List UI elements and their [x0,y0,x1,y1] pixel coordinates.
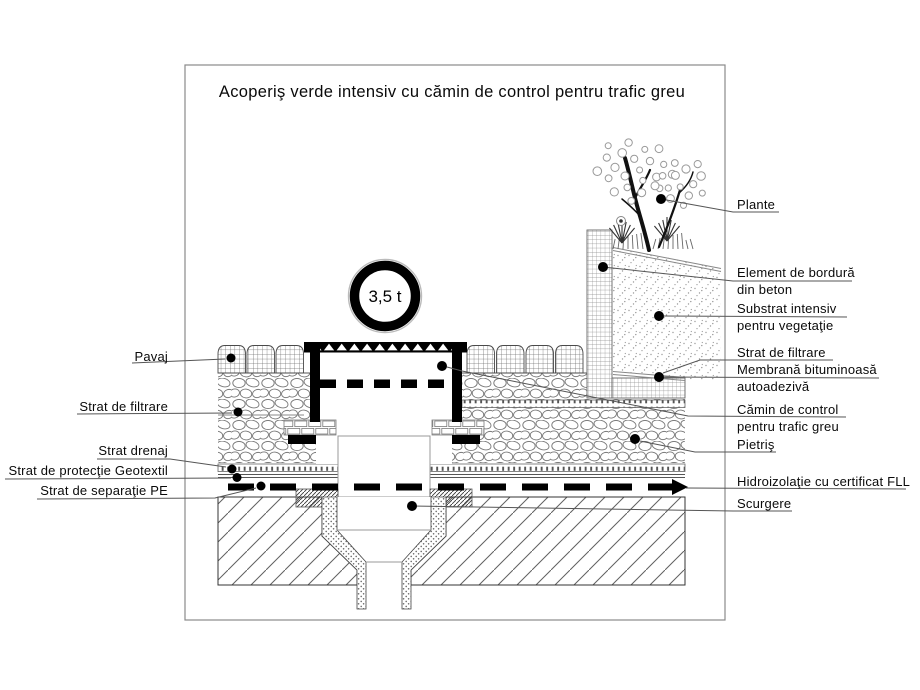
blossom-icon [640,177,646,183]
blossom-icon [671,160,678,167]
weight-limit-value: 3,5 t [368,287,402,306]
blossom-icon [682,165,690,173]
chamber-base-brick-right [432,420,484,435]
blossom-icon [638,189,646,197]
paving-block [556,346,584,374]
label-camin-2: pentru trafic greu [737,419,839,434]
blossom-icon [677,184,683,190]
blossom-icon [605,143,611,149]
label-strat-filtrare-left: Strat de filtrare [79,399,168,414]
blossom-icon [651,182,659,190]
label-membrana-2: autoadezivă [737,379,810,394]
blossom-icon [694,161,701,168]
label-hidroizolatie: Hidroizolaţie cu certificat FLL [737,474,911,489]
chamber-wall-left [310,343,320,422]
blossom-icon [646,157,653,164]
label-element-bordura-2: din beton [737,282,793,297]
blossom-icon [699,190,705,196]
blossom-icon [611,163,619,171]
label-strat-protectie-geotextil: Strat de protecţie Geotextil [8,463,168,478]
blossom-icon [625,139,632,146]
label-pietris: Pietriş [737,437,775,452]
blossom-icon [603,154,610,161]
chamber-foot-left [288,435,316,444]
label-substrat-2: pentru vegetaţie [737,318,834,333]
flower-center [619,219,623,223]
paving-block [497,346,525,374]
label-substrat-1: Substrat intensiv [737,301,837,316]
blossom-icon [618,149,627,158]
chamber-wall-right [452,343,462,422]
blossom-icon [610,188,618,196]
paving-block [526,346,554,374]
chamber-base-brick-left [284,420,336,435]
paving-block [276,346,304,374]
label-membrana-1: Membrană bituminoasă [737,362,877,377]
blossom-icon [631,155,638,162]
blossom-icon [697,172,706,181]
blossom-icon [661,161,667,167]
blossom-icon [642,146,648,152]
concrete-slab-right [411,497,685,585]
blossom-icon [690,181,697,188]
blossom-icon [605,175,612,182]
chamber-foot-right [452,435,480,444]
label-pavaj: Pavaj [134,349,168,364]
blossom-icon [671,171,679,179]
blossom-icon [655,145,663,153]
label-camin-1: Cămin de control [737,402,839,417]
blossom-icon [659,173,666,180]
label-scurgere: Scurgere [737,496,792,511]
label-strat-separatie-pe: Strat de separaţie PE [40,483,168,498]
blossom-icon [685,192,692,199]
label-strat-filtrare-right: Strat de filtrare [737,345,826,360]
paving-block [247,346,275,374]
label-plante: Plante [737,197,776,212]
label-strat-drenaj: Strat drenaj [98,443,168,458]
paving-block [467,346,495,374]
blossom-icon [624,184,631,191]
drawing-title: Acoperiş verde intensiv cu cămin de control pentru trafic greu [218,83,686,101]
blossom-icon [628,198,635,205]
blossom-icon [637,167,643,173]
label-element-bordura-1: Element de bordură [737,265,855,280]
blossom-icon [621,172,629,180]
weight-limit-sign [349,260,422,333]
blossom-icon [593,167,602,176]
blossom-icon [665,185,671,191]
